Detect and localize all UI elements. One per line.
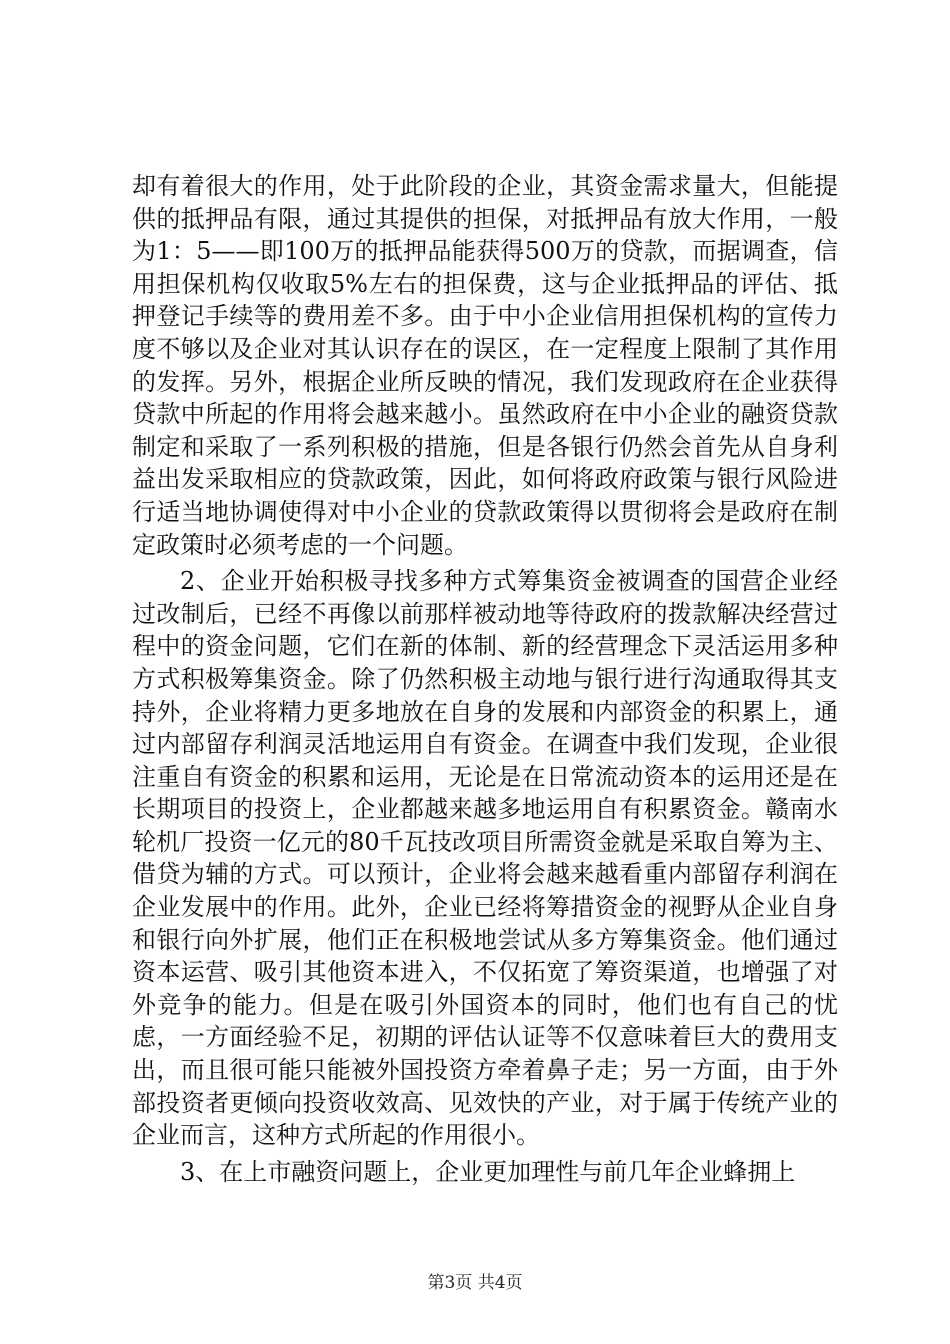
paragraph-section-3: 3、在上市融资问题上，企业更加理性与前几年企业蜂拥上 xyxy=(180,1157,796,1186)
page-footer: 第3页 共4页 xyxy=(427,1273,523,1293)
paragraph-section-2: 2、企业开始积极寻找多种方式筹集资金被调查的国营企业经过改制后，已经不再像以前那样被动地等待政府的拨款解决经营过程中的资金问题，它们在新的体制、新的经营理念下灵活运用多种方式积极筹集资金。除了仍然积极主动地与银行进行沟通取得其支持外，企业将精力更多地放在自身的发展和内部资金的积累上，通过内部留存利润灵活地运用自有资金。在调查中我们发现，企业很注重自有资金的积累和运用，无论是在日常流动资本的运用还是在长期项目的投资上，企业都越来越多地运用自有积累资金。赣南水轮机厂投资一亿元的80千瓦技改项目所需资金就是采取自筹为主、借贷为辅的方式。可以预计，企业将会越来越看重内部留存利润在企业发展中的作用。此外，企业已经将筹措资金的视野从企业自身和银行向外扩展，他们正在积极地尝试从多方筹集资金。他们通过资本运营、吸引其他资本进入，不仅拓宽了筹资渠道，也增强了对外竞争的能力。但是在吸引外国资本的同时，他们也有自己的忧虑，一方面经验不足，初期的评估认证等不仅意味着巨大的费用支出，而且很可能只能被外国投资方牵着鼻子走；另一方面，由于外部投资者更倾向投资收效高、见效快的产业，对于属于传统产业的企业而言，这种方式所起的作用很小。 xyxy=(132,567,838,1150)
document-body xyxy=(132,170,838,1188)
paragraph-continuation: 却有着很大的作用，处于此阶段的企业，其资金需求量大，但能提供的抵押品有限，通过其提供的担保，对抵押品有放大作用，一般为1：5——即100万的抵押品能获得500万的贷款，而据调查，信用担保机构仅收取5%左右的担保费，这与企业抵押品的评估、抵押登记手续等的费用差不多。由于中小企业信用担保机构的宣传力度不够以及企业对其认识存在的误区，在一定程度上限制了其作用的发挥。另外，根据企业所反映的情况，我们发现政府在企业获得贷款中所起的作用将会越来越小。虽然政府在中小企业的融资贷款制定和采取了一系列积极的措施，但是各银行仍然会首先从自身利益出发采取相应的贷款政策，因此，如何将政府政策与银行风险进行适当地协调使得对中小企业的贷款政策得以贯彻将会是政府在制定政策时必须考虑的一个问题。 xyxy=(132,172,838,559)
